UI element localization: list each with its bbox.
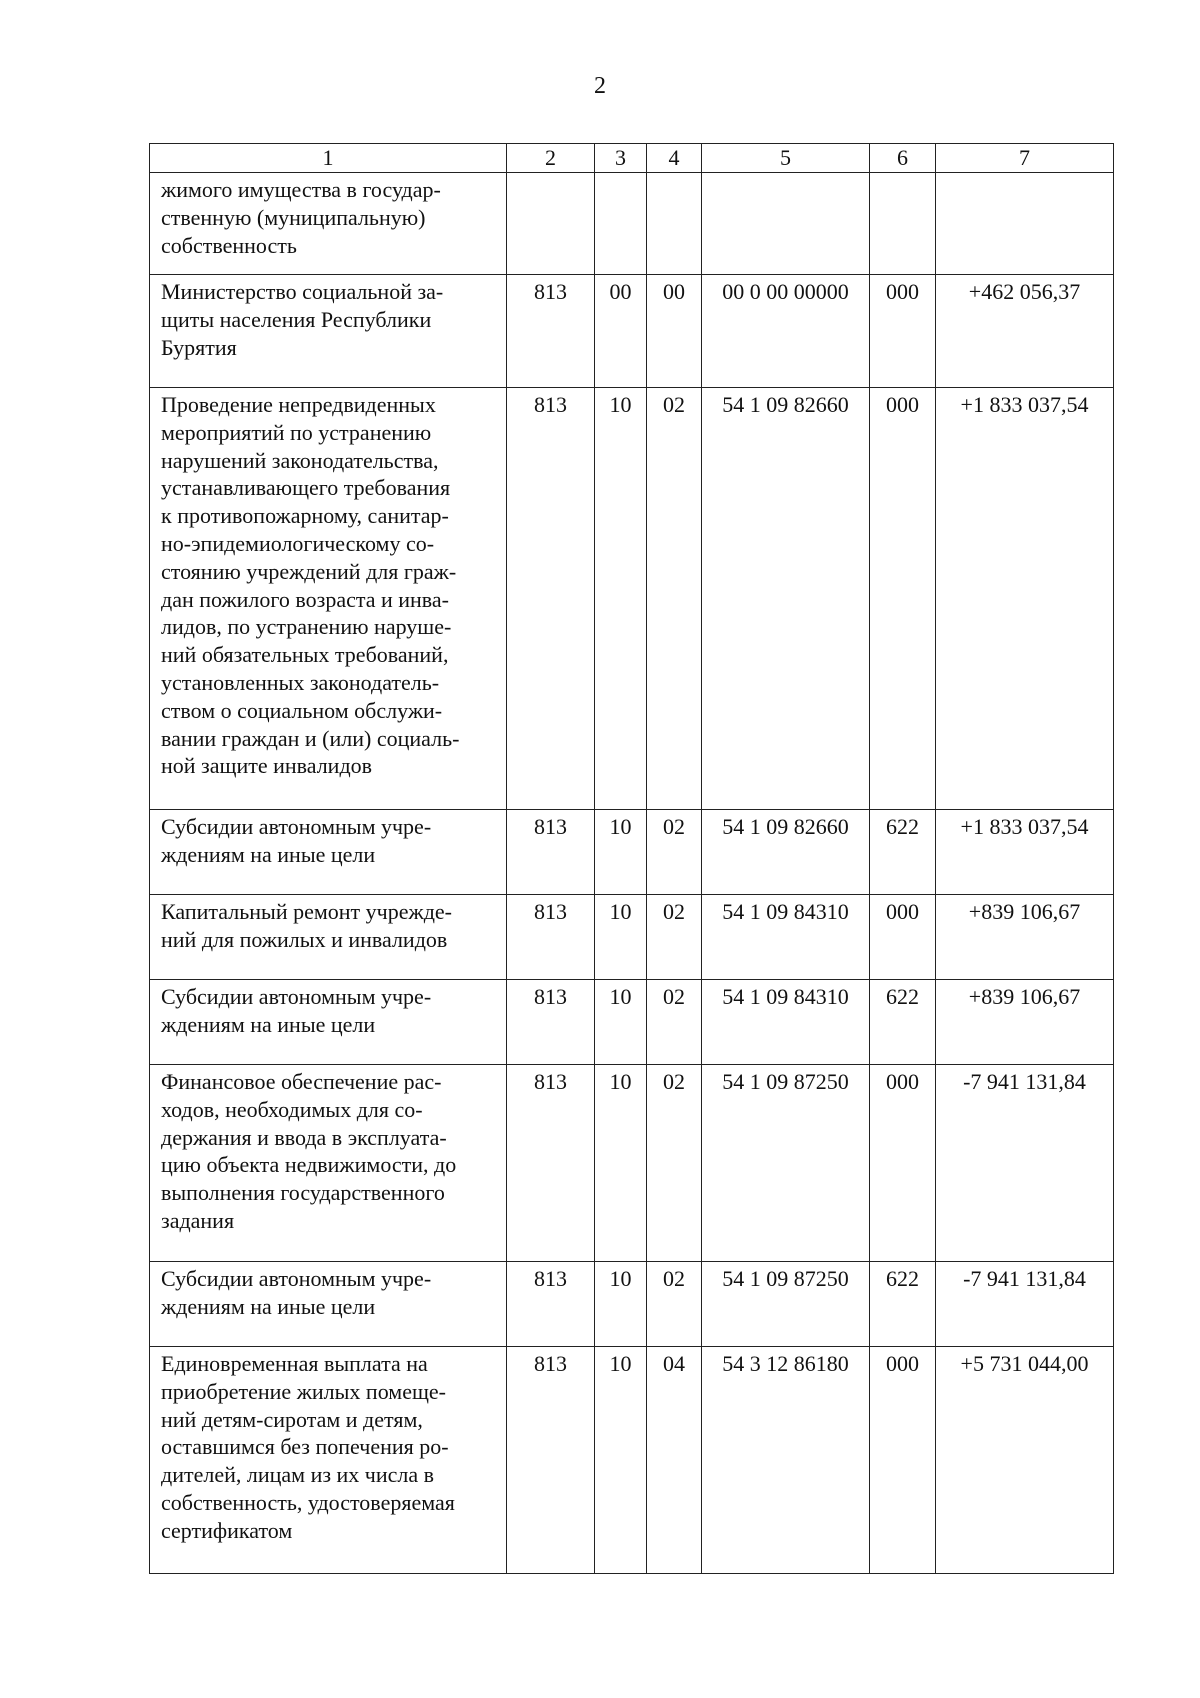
description-line: мероприятий по устранению (161, 419, 432, 445)
description-line: Единовременная выплата на (161, 1351, 428, 1376)
description-line: ждениям на иные цели (161, 1293, 376, 1319)
table-row (150, 388, 1114, 810)
description-line: вании граждан и (или) социаль- (161, 725, 460, 751)
cell-col7: +5 731 044,00 (936, 1347, 1114, 1574)
description-line: ством о социальном обслужи- (161, 697, 443, 723)
cell-col7: -7 941 131,84 (936, 1262, 1114, 1347)
cell-col7: +462 056,37 (936, 275, 1114, 388)
column-header: 2 (507, 144, 595, 173)
row-description (150, 1065, 507, 1262)
description-line: выполнения государственного (161, 1180, 445, 1206)
cell-col6 (870, 173, 936, 275)
row-description (150, 980, 507, 1065)
row-description (150, 1262, 507, 1347)
cell-col3: 10 (595, 1262, 647, 1347)
description-line: ной защите инвалидов (161, 753, 373, 779)
description-line: задания (161, 1207, 235, 1233)
description-line: жимого имущества в государ- (161, 177, 441, 202)
cell-col6: 622 (870, 810, 936, 895)
cell-col2: 813 (507, 1262, 595, 1347)
row-description (150, 388, 507, 810)
cell-col3: 10 (595, 1347, 647, 1574)
cell-col3: 10 (595, 810, 647, 895)
cell-col5: 00 0 00 00000 (702, 275, 870, 388)
cell-col3: 10 (595, 388, 647, 810)
row-description (150, 810, 507, 895)
description-line: приобретение жилых помеще- (161, 1378, 447, 1404)
row-description (150, 895, 507, 980)
cell-col5 (702, 173, 870, 275)
cell-col5: 54 1 09 82660 (702, 388, 870, 810)
cell-col6: 000 (870, 895, 936, 980)
description-line: сертификатом (161, 1517, 293, 1543)
cell-col4: 00 (647, 275, 702, 388)
cell-col4: 02 (647, 810, 702, 895)
cell-col3: 10 (595, 1065, 647, 1262)
row-description (150, 173, 507, 275)
cell-col4: 02 (647, 1065, 702, 1262)
column-header: 3 (595, 144, 647, 173)
table-row (150, 275, 1114, 388)
table-row (150, 980, 1114, 1065)
description-line: стоянию учреждений для граж- (161, 558, 457, 584)
cell-col5: 54 1 09 82660 (702, 810, 870, 895)
description-line: ждениям на иные цели (161, 1011, 376, 1037)
column-header: 1 (150, 144, 507, 173)
table-row (150, 1065, 1114, 1262)
cell-col5: 54 1 09 87250 (702, 1262, 870, 1347)
description-line: цию объекта недвижимости, до (161, 1152, 457, 1178)
cell-col7: +839 106,67 (936, 895, 1114, 980)
description-line: нарушений законодательства, (161, 447, 439, 473)
column-header: 4 (647, 144, 702, 173)
cell-col4: 02 (647, 388, 702, 810)
cell-col3: 00 (595, 275, 647, 388)
page-number: 2 (594, 73, 606, 99)
description-line: щиты населения Республики (161, 306, 432, 332)
row-description (150, 275, 507, 388)
cell-col5: 54 1 09 87250 (702, 1065, 870, 1262)
column-header: 6 (870, 144, 936, 173)
cell-col4: 02 (647, 895, 702, 980)
cell-col5: 54 1 09 84310 (702, 895, 870, 980)
cell-col2: 813 (507, 388, 595, 810)
cell-col6: 000 (870, 1347, 936, 1574)
description-line: к противопожарному, санитар- (161, 503, 449, 529)
cell-col2 (507, 173, 595, 275)
description-line: ходов, необходимых для со- (161, 1096, 423, 1122)
cell-col2: 813 (507, 810, 595, 895)
cell-col2: 813 (507, 275, 595, 388)
description-line: Проведение непредвиденных (161, 392, 436, 417)
cell-col4 (647, 173, 702, 275)
description-line: Субсидии автономным учре- (161, 1266, 432, 1291)
description-line: Бурятия (161, 334, 237, 360)
table-row (150, 1347, 1114, 1574)
cell-col4: 02 (647, 1262, 702, 1347)
cell-col6: 622 (870, 980, 936, 1065)
description-line: держания и ввода в эксплуата- (161, 1124, 447, 1150)
cell-col7: -7 941 131,84 (936, 1065, 1114, 1262)
table-row (150, 173, 1114, 275)
description-line: ний обязательных требований, (161, 642, 449, 668)
cell-col6: 000 (870, 388, 936, 810)
cell-col6: 000 (870, 1065, 936, 1262)
description-line: Субсидии автономным учре- (161, 984, 432, 1009)
table-row (150, 810, 1114, 895)
description-line: Капитальный ремонт учрежде- (161, 899, 452, 924)
cell-col2: 813 (507, 1347, 595, 1574)
cell-col6: 622 (870, 1262, 936, 1347)
cell-col5: 54 1 09 84310 (702, 980, 870, 1065)
description-line: дителей, лицам из их числа в (161, 1462, 435, 1488)
cell-col7: +1 833 037,54 (936, 810, 1114, 895)
description-line: ний детям-сиротам и детям, (161, 1406, 423, 1432)
cell-col7: +1 833 037,54 (936, 388, 1114, 810)
description-line: но-эпидемиологическому со- (161, 530, 435, 556)
description-line: оставшимся без попечения ро- (161, 1434, 449, 1460)
cell-col4: 02 (647, 980, 702, 1065)
cell-col6: 000 (870, 275, 936, 388)
description-line: установленных законодатель- (161, 669, 440, 695)
description-line: ждениям на иные цели (161, 841, 376, 867)
description-line: ний для пожилых и инвалидов (161, 926, 448, 952)
cell-col7: +839 106,67 (936, 980, 1114, 1065)
column-header: 5 (702, 144, 870, 173)
description-line: Финансовое обеспечение рас- (161, 1069, 442, 1094)
row-description (150, 1347, 507, 1574)
description-line: устанавливающего требования (161, 475, 451, 501)
budget-table (149, 143, 1114, 1574)
description-line: собственность, удостоверяемая (161, 1489, 455, 1515)
cell-col7 (936, 173, 1114, 275)
cell-col2: 813 (507, 1065, 595, 1262)
cell-col5: 54 3 12 86180 (702, 1347, 870, 1574)
table-header-row (150, 144, 1114, 173)
table-row (150, 895, 1114, 980)
cell-col3: 10 (595, 980, 647, 1065)
cell-col4: 04 (647, 1347, 702, 1574)
description-line: ственную (муниципальную) (161, 204, 426, 230)
description-line: Субсидии автономным учре- (161, 814, 432, 839)
cell-col2: 813 (507, 980, 595, 1065)
cell-col3 (595, 173, 647, 275)
column-header: 7 (936, 144, 1114, 173)
description-line: Министерство социальной за- (161, 279, 444, 304)
description-line: лидов, по устранению наруше- (161, 614, 452, 640)
cell-col3: 10 (595, 895, 647, 980)
description-line: собственность (161, 232, 297, 258)
description-line: дан пожилого возраста и инва- (161, 586, 449, 612)
table-row (150, 1262, 1114, 1347)
cell-col2: 813 (507, 895, 595, 980)
